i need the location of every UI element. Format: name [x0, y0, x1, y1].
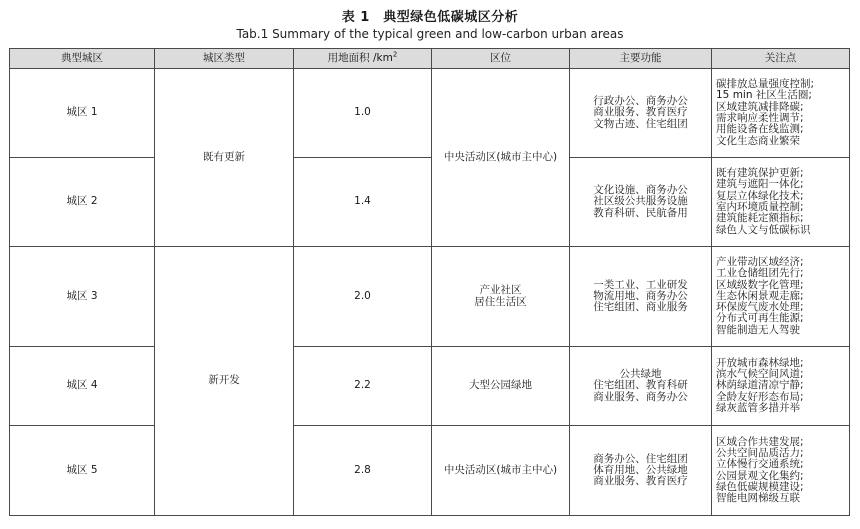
district-cell: 城区 1 — [10, 69, 155, 158]
function-line: 文化设施、商务办公 — [593, 184, 688, 197]
type-cell: 既有更新 — [155, 69, 294, 247]
functions-cell — [570, 426, 712, 516]
table-row — [10, 426, 850, 516]
functions-cell — [570, 158, 712, 247]
focus-line: 公园景观文化集约; — [716, 469, 804, 482]
function-line: 体育用地、公共绿地 — [593, 463, 688, 476]
location-cell: 中央活动区(城市主中心) — [432, 426, 570, 516]
focus-line: 15 min 社区生活圈; — [716, 89, 812, 102]
focus-line: 全龄友好形态布局; — [716, 390, 804, 403]
focus-line: 室内环境质量控制; — [716, 201, 804, 213]
summary-table — [9, 48, 850, 516]
location-line: 产业社区 — [479, 284, 522, 297]
focus-line: 工业仓储组团先行; — [716, 267, 804, 280]
focus-line: 环保废气废水处理; — [716, 301, 804, 314]
table-title-chinese: 表 1 典型绿色低碳城区分析 — [341, 10, 519, 25]
focus-line: 智能电网梯级互联 — [716, 492, 800, 505]
location-cell — [432, 247, 570, 347]
focus-line: 文化生态商业繁荣 — [716, 134, 800, 147]
focus-line: 绿色低碳规模建设; — [716, 480, 804, 493]
area-cell: 2.8 — [294, 426, 432, 516]
focus-line: 区域级数字化管理; — [716, 278, 804, 291]
function-line: 商业服务、教育医疗 — [593, 475, 688, 488]
focus-line: 滨水气候空间风道; — [716, 368, 804, 381]
focus-line: 区域合作共建发展; — [716, 435, 804, 448]
district-cell: 城区 2 — [10, 158, 155, 247]
table-row — [10, 158, 850, 247]
header-area-superscript: 2 — [392, 50, 398, 59]
district-cell: 城区 3 — [10, 247, 155, 347]
district-cell: 城区 5 — [10, 426, 155, 516]
focus-line: 林荫绿道清凉宁静; — [716, 379, 804, 392]
function-line: 商务办公、住宅组团 — [593, 452, 688, 465]
focus-line: 需求响应柔性调节; — [716, 112, 804, 124]
functions-cell — [570, 247, 712, 347]
table-row — [10, 69, 850, 158]
area-cell: 2.0 — [294, 247, 432, 347]
area-cell: 2.2 — [294, 347, 432, 426]
functions-cell — [570, 347, 712, 426]
function-line: 教育科研、民航备用 — [593, 206, 688, 219]
focus-line: 立体慢行交通系统; — [716, 458, 804, 471]
header-functions: 主要功能 — [570, 49, 712, 69]
header-focus: 关注点 — [712, 49, 850, 69]
focus-line: 绿灰蓝管多措并举 — [716, 401, 800, 414]
function-line: 商业服务、教育医疗 — [593, 106, 688, 119]
focus-cell — [712, 247, 850, 347]
location-cell: 中央活动区(城市主中心) — [432, 69, 570, 247]
focus-cell — [712, 347, 850, 426]
area-cell: 1.0 — [294, 69, 432, 158]
function-line: 物流用地、商务办公 — [593, 289, 688, 302]
focus-line: 建筑能耗定额指标; — [716, 212, 804, 225]
focus-line: 既有建筑保护更新; — [716, 167, 804, 180]
type-cell: 新开发 — [155, 247, 294, 516]
location-line: 居住生活区 — [474, 295, 527, 308]
functions-cell — [570, 69, 712, 158]
function-line: 住宅组团、教育科研 — [593, 379, 688, 392]
table-title-english: Tab.1 Summary of the typical green and low-carbon urban areas — [236, 27, 624, 41]
focus-line: 开放城市森林绿地; — [716, 356, 804, 369]
focus-cell — [712, 69, 850, 158]
focus-cell — [712, 158, 850, 247]
function-line: 住宅组团、商业服务 — [593, 301, 688, 314]
header-district: 典型城区 — [10, 49, 155, 69]
focus-cell — [712, 426, 850, 516]
focus-line: 生态休闲景观走廊; — [716, 289, 804, 302]
function-line: 社区级公共服务设施 — [593, 195, 688, 208]
focus-line: 绿色人文与低碳标识 — [716, 223, 811, 236]
header-area — [294, 49, 432, 69]
table-row — [10, 347, 850, 426]
focus-line: 产业带动区域经济; — [716, 255, 804, 268]
table-row — [10, 247, 850, 347]
location-cell: 大型公园绿地 — [432, 347, 570, 426]
function-line: 公共绿地 — [619, 368, 662, 381]
focus-line: 复层立体绿化技术; — [716, 189, 804, 202]
header-area-label: 用地面积 /km — [327, 51, 393, 64]
focus-line: 用能设备在线监测; — [716, 123, 804, 136]
function-line: 行政办公、商务办公 — [593, 95, 688, 108]
header-location: 区位 — [432, 49, 570, 69]
function-line: 文物古迹、住宅组团 — [593, 117, 688, 130]
table-header-row — [10, 49, 850, 69]
focus-line: 碳排放总量强度控制; — [716, 78, 815, 91]
header-type: 城区类型 — [155, 49, 294, 69]
district-cell: 城区 4 — [10, 347, 155, 426]
area-cell: 1.4 — [294, 158, 432, 247]
focus-line: 公共空间品质活力; — [716, 446, 804, 459]
function-line: 商业服务、商务办公 — [593, 390, 688, 403]
function-line: 一类工业、工业研发 — [593, 278, 688, 291]
focus-line: 智能制造无人驾驶 — [716, 323, 800, 336]
focus-line: 建筑与遮阳一体化; — [716, 178, 804, 191]
focus-line: 区域建筑减排降碳; — [716, 100, 804, 113]
focus-line: 分布式可再生能源; — [716, 312, 804, 325]
